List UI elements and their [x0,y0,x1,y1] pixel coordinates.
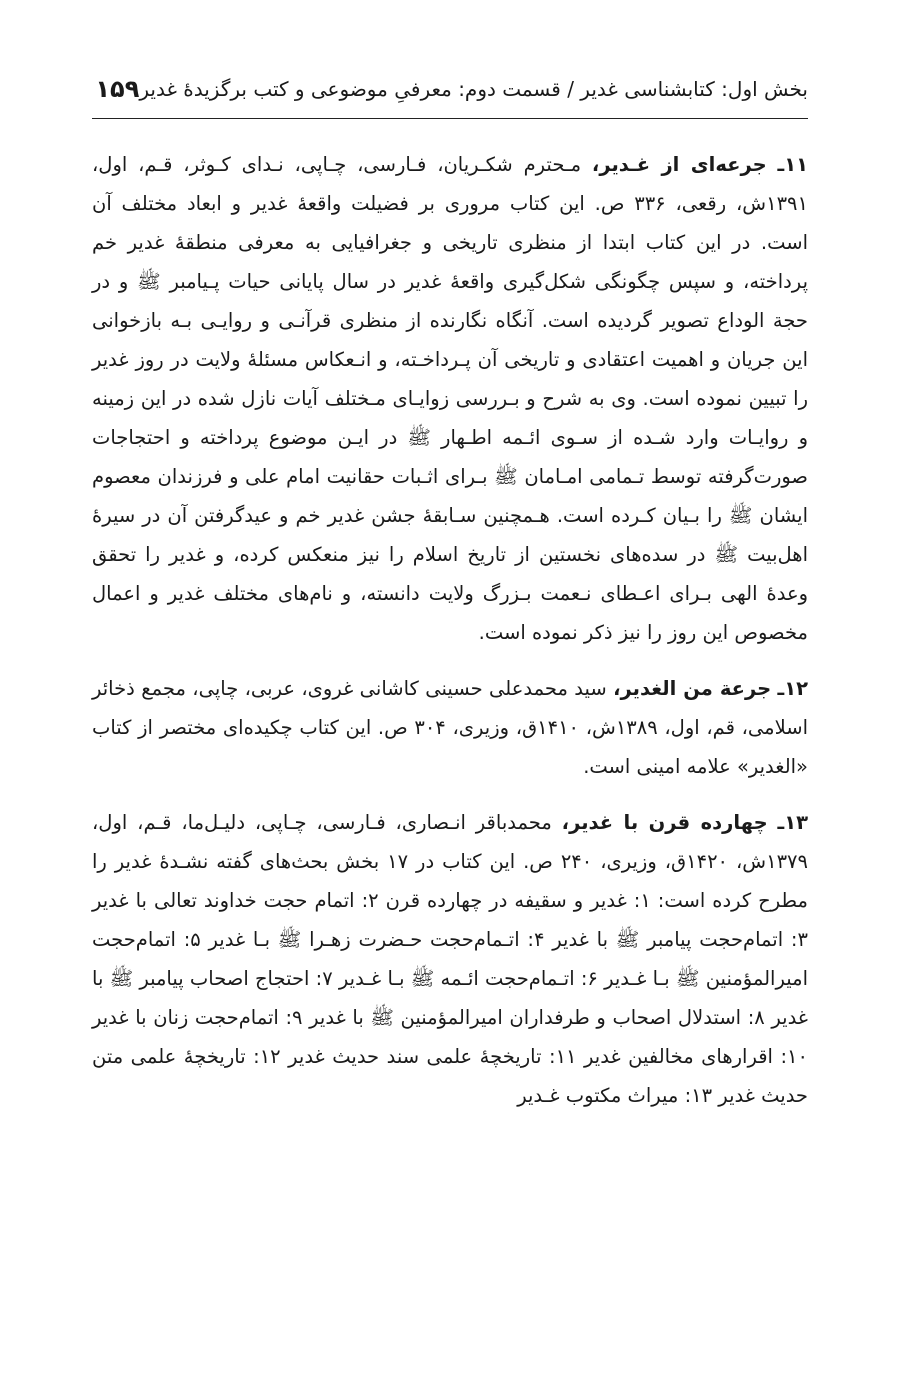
entry-number: ۱۲ـ [777,677,809,700]
book-page [92,60,808,1360]
running-header-title: بخش اول: کتابشناسی غدیر / قسمت دوم: معرفیِ موضوعی و کتب برگزیدهٔ غدیر [139,77,808,101]
entry-body: سید محمدعلی حسینی کاشانی غروی، عربی، چاپی، مجمع ذخائر اسلامی، قم، اول، ۱۳۸۹ش، ۱۴۱۰ق، وزیری، ۳۰۴ ص. این کتاب چکیده‌ای مختصر از کتاب «الغدیر» علامه امینی است. [92,677,809,778]
bibliography-entry [92,669,808,786]
entry-body: محمدباقر انـصاری، فـارسی، چـاپی، دلیـل‌ما، قـم، اول، ۱۳۷۹ش، ۱۴۲۰ق، وزیری، ۲۴۰ ص. این کتاب در ۱۷ بخش بحث‌های گفته نشـدهٔ غدیر را مطرح کرده است: ۱: غدیر و سقیفه در چهارده قرن ۲: اتمام حجت خداوند تعالی با غدیر ۳: اتمام‌حجت پیامبر ﷺ با غدیر ۴: اتـمام‌حجت حـضرت زهـرا ﷺ بـا غدیر ۵: اتمام‌حجت امیرالمؤمنین ﷺ بـا غـدیر ۶: اتـمام‌حجت ائـمه ﷺ بـا غـدیر ۷: احتجاج اصحاب پیامبر ﷺ با غدیر ۸: استدلال اصحاب و طرفداران امیرالمؤمنین ﷺ با غدیر ۹: اتمام‌حجت زنان با غدیر ۱۰: اقرارهای مخالفین غدیر ۱۱: تاریخچهٔ علمی سند حدیث غدیر ۱۲: تاریخچهٔ علمی متن حدیث غدیر ۱۳: میراث مکتوب غـدیر [92,811,808,1107]
entry-body: مـحترم شکـریان، فـارسی، چـاپی، نـدای کـوثر، قـم، اول، ۱۳۹۱ش، رقعی، ۳۳۶ ص. این کتاب مروری بر فضیلت واقعهٔ غدیر و ابعاد مختلف آن است. در این کتاب ابتدا از منظری تاریخی و جغرافیایی به معرفی منطقهٔ غدیر خم پرداخته، و سپس چگونگی شکل‌گیری واقعهٔ غدیر در سال پایانی حیات پـیامبر ﷺ و در حجة الوداع تصویر گردیده است. آنگاه نگارنده از منظری قرآنـی و روایـی بـه بازخوانی این جریان و اهمیت اعتقادی و تاریخی آن پـرداخـته، و انـعکاس مسئلهٔ ولایت در روز غدیر را تبیین نموده است. وی به شرح و بـررسی زوایـای مـختلف آیات نازل شده در این زمینه و روایـات وارد شـده از سـوی ائـمه اطـهار ﷺ در ایـن موضوع پرداخته و احتجاجات صورت‌گرفته توسط تـمامی امـامان ﷺ بـرای اثـبات حقانیت امام علی و فرزندان معصوم ایشان ﷺ را بـیان کـرده است. هـمچنین سـابقهٔ جشن غدیر خم و عیدگرفتن آن در سیرهٔ اهل‌بیت ﷺ در سده‌های نخستین از تاریخ اسلام را نیز منعکس کرده، و غدیر را تحقق وعدهٔ الهی بـرای اعـطای نـعمت بـزرگ ولایت دانسته، و نام‌های مختلف غدیر و اعمال مخصوص این روز را نیز ذکر نموده است. [92,153,808,644]
bibliography-entry [92,145,808,652]
entry-title: جرعة من الغدیر، [613,677,772,700]
entry-title: چهارده قرن با غدیر، [561,811,768,834]
entry-number: ۱۱ـ [777,153,808,176]
page-number: ۱۵۹ [95,75,140,103]
running-header [92,60,808,119]
bibliography-entries [92,145,808,1115]
bibliography-entry [92,803,808,1115]
entry-number: ۱۳ـ [777,811,809,834]
entry-title: جرعه‌ای از غـدیر، [591,153,767,176]
